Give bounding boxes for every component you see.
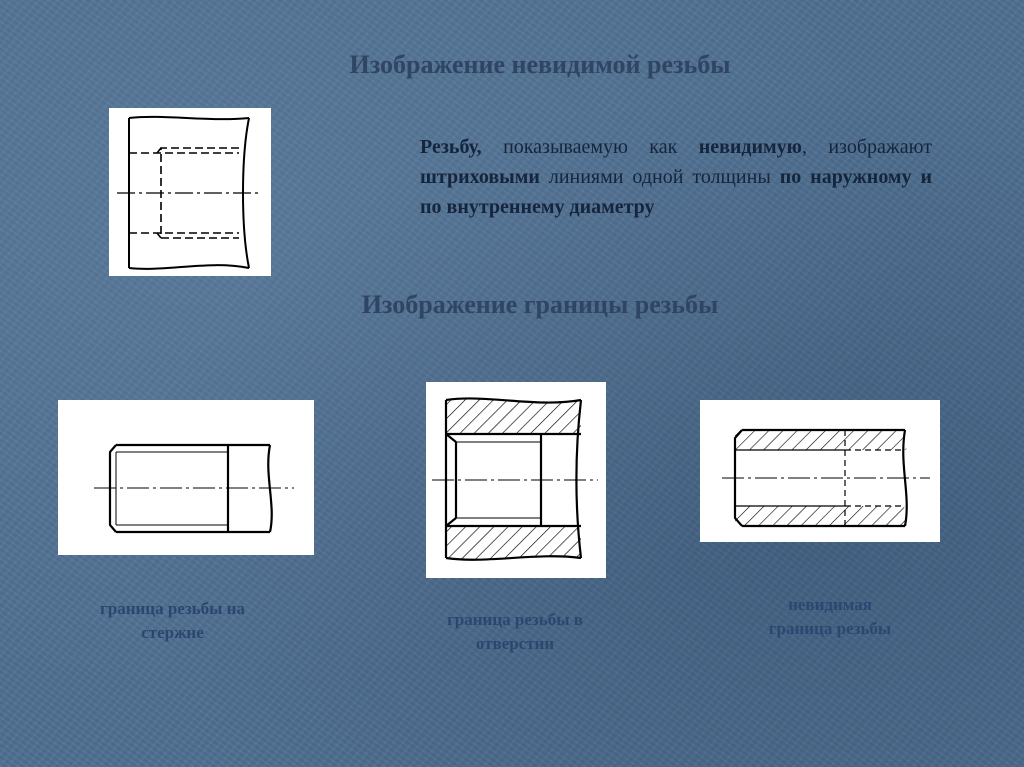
rod-thread-figure	[58, 400, 314, 555]
caption-hole-boundary	[400, 608, 630, 656]
invisible-thread-drawing	[109, 108, 271, 276]
caption-hidden-line1: невидимая	[788, 595, 872, 614]
desc-bold-dashed: штриховыми	[420, 166, 540, 188]
slide-title-thread-boundary: Изображение границы резьбы	[361, 290, 719, 319]
slide-title-invisible-thread: Изображение невидимой резьбы	[349, 50, 731, 79]
caption-rod-line2: стержне	[141, 623, 204, 642]
hole-thread-figure	[426, 382, 606, 578]
caption-hole-line1: граница резьбы в	[447, 610, 583, 629]
caption-hidden-line2: граница резьбы	[768, 619, 892, 638]
caption-rod-line1: граница резьбы на	[100, 599, 245, 618]
caption-hidden-boundary	[715, 593, 945, 641]
rod-thread-drawing	[58, 400, 314, 555]
hidden-boundary-figure	[700, 400, 940, 542]
desc-text-1: показываемую как	[481, 136, 699, 158]
description-text	[420, 132, 932, 222]
desc-text-2: , изображают	[801, 136, 932, 158]
hole-thread-drawing	[426, 382, 606, 578]
caption-rod-boundary	[55, 597, 290, 645]
caption-hole-line2: отверстии	[475, 634, 555, 653]
desc-bold-thread: Резьбу,	[420, 136, 482, 158]
invisible-thread-figure	[109, 108, 271, 276]
hidden-boundary-drawing	[700, 400, 940, 542]
desc-text-3: линиями одной толщины	[539, 166, 780, 188]
desc-bold-diameters: по наружному и по внутреннему диаметру	[420, 166, 933, 218]
desc-bold-invisible: невидимую	[698, 136, 802, 158]
